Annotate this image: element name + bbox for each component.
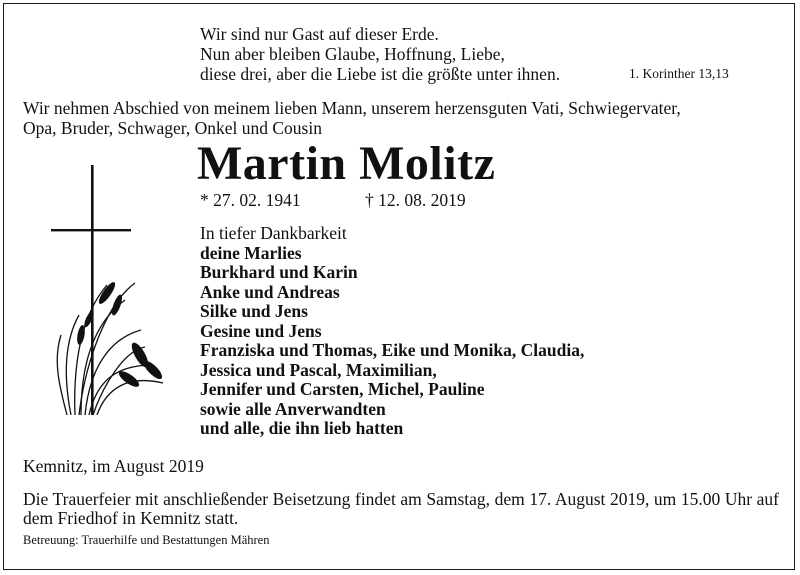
- verse-line-1: Wir sind nur Gast auf dieser Erde.: [200, 24, 439, 44]
- cross-with-grass-icon: [45, 165, 170, 420]
- mourner-line: und alle, die ihn lieb hatten: [200, 418, 404, 438]
- care-provider: Betreuung: Trauerhilfe und Bestattungen Mähren: [23, 533, 270, 547]
- mourner-line: Gesine und Jens: [200, 320, 322, 341]
- mourners-intro: In tiefer Dankbarkeit: [200, 223, 347, 243]
- mourner-line: Jennifer und Carsten, Michel, Pauline: [200, 379, 485, 399]
- mourner-line: Jessica und Pascal, Maximilian,: [200, 359, 437, 380]
- mourner-line: Silke und Jens: [200, 301, 308, 321]
- death-date: † 12. 08. 2019: [365, 190, 466, 210]
- place-date: Kemnitz, im August 2019: [23, 456, 204, 476]
- verse-line-3: diese drei, aber die Liebe ist die größte unter ihnen.: [200, 64, 561, 84]
- mourners-list: [200, 244, 584, 439]
- bible-reference: 1. Korinther 13,13: [629, 66, 729, 81]
- funeral-notice: Die Trauerfeier mit anschließender Beisetzung findet am Samstag, dem 17. August 2019, um 15.00 Uhr auf dem Friedhof in Kemnitz statt.: [23, 489, 779, 528]
- mourner-line: Anke und Andreas: [200, 281, 340, 302]
- mourner-line: deine Marlies: [200, 242, 302, 263]
- mourner-line: sowie alle Anverwandten: [200, 398, 386, 419]
- deceased-name: Martin Molitz: [197, 137, 496, 190]
- intro-line-2: Opa, Bruder, Schwager, Onkel und Cousin: [23, 118, 322, 138]
- mourner-line: Burkhard und Karin: [200, 262, 358, 282]
- birth-date: * 27. 02. 1941: [200, 190, 301, 210]
- mourner-line: Franziska und Thomas, Eike und Monika, Claudia,: [200, 340, 585, 360]
- intro-line-1: Wir nehmen Abschied von meinem lieben Mann, unserem herzensguten Vati, Schwiegervater,: [23, 98, 681, 118]
- verse-line-2: Nun aber bleiben Glaube, Hoffnung, Liebe,: [200, 44, 505, 64]
